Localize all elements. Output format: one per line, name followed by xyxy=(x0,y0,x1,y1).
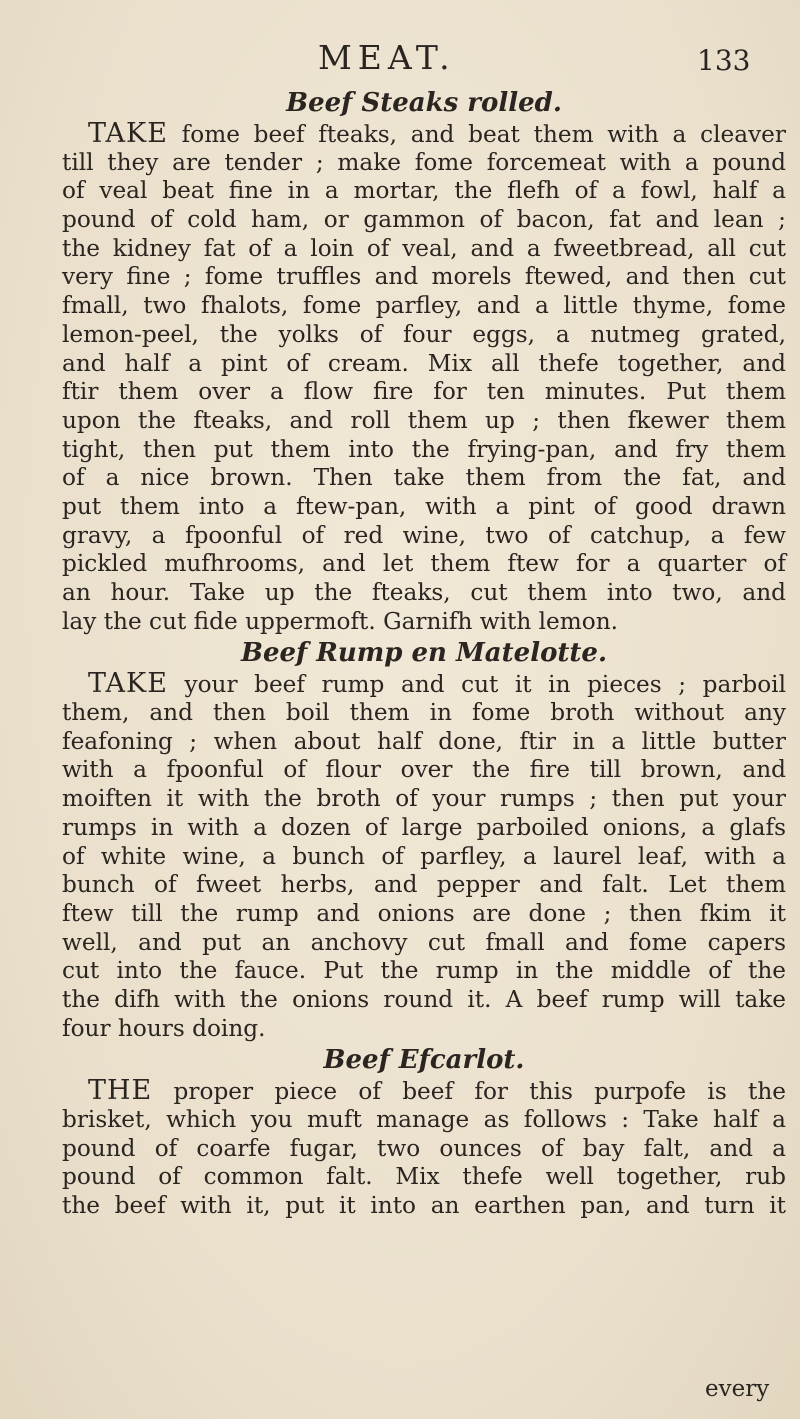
opening-word: THE xyxy=(88,1075,153,1107)
text-line: them, and then boil them in fome broth without any xyxy=(62,699,786,727)
text-line: of white wine, a bunch of parfley, a laurel leaf, with a xyxy=(62,842,786,870)
text-line: lay the cut fide uppermoft. Garnifh with lemon. xyxy=(62,607,619,635)
page-number: 133 xyxy=(697,44,751,77)
opening-word: TAKE xyxy=(88,668,168,700)
catchword: every xyxy=(705,1376,770,1402)
text-line: tight, then put them into the frying-pan, and fry them xyxy=(62,435,786,463)
text-line: pound of common falt. Mix thefe well together, rub xyxy=(62,1163,786,1191)
text-line: feafoning ; when about half done, ftir in a little butter xyxy=(62,727,786,755)
text-line: THE proper piece of beef for this purpofe is the xyxy=(88,1075,786,1107)
recipe-beef-efcarlot xyxy=(62,1043,786,1220)
text-line: gravy, a fpoonful of red wine, two of catchup, a few xyxy=(62,521,786,549)
text-line: bunch of fweet herbs, and pepper and falt. Let them xyxy=(62,871,786,899)
text-line: moiften it with the broth of your rumps ; then put your xyxy=(62,785,786,813)
text-line: put them into a ftew-pan, with a pint of good drawn xyxy=(62,492,786,520)
body-text xyxy=(62,86,786,1221)
text-line: the beef with it, put it into an earthen pan, and turn it xyxy=(62,1192,786,1220)
text-line: ftew till the rump and onions are done ; then fkim it xyxy=(62,899,786,927)
text-line: pound of cold ham, or gammon of bacon, fat and lean ; xyxy=(62,206,786,234)
recipe-beef-steaks-rolled xyxy=(62,86,786,636)
text-line: and half a pint of cream. Mix all thefe together, and xyxy=(62,349,786,377)
text-line: cut into the fauce. Put the rump in the middle of the xyxy=(62,957,786,985)
text-line: TAKE fome beef fteaks, and beat them with a cleaver xyxy=(88,118,786,149)
page-header xyxy=(0,38,800,86)
text-line: four hours doing. xyxy=(62,1014,266,1042)
text-line: upon the fteaks, and roll them up ; then fkewer them xyxy=(62,406,786,434)
text-line: ftir them over a flow fire for ten minutes. Put them xyxy=(62,378,786,406)
text-line: the difh with the onions round it. A beef rump will take xyxy=(62,985,786,1013)
text-line: of a nice brown. Then take them from the fat, and xyxy=(62,464,786,492)
recipe-title: Beef Rump en Matelotte. xyxy=(240,638,608,669)
text-line: TAKE your beef rump and cut it in pieces ; parboil xyxy=(88,668,786,700)
running-head: MEAT. xyxy=(318,38,456,77)
text-line: pickled mufhrooms, and let them ftew for a quarter of xyxy=(62,550,786,578)
opening-word: TAKE xyxy=(88,118,168,149)
text-line: of veal beat fine in a mortar, the flefh of a fowl, half a xyxy=(62,177,786,205)
text-line: fmall, two fhalots, fome parfley, and a little thyme, fome xyxy=(62,292,786,320)
recipe-title: Beef Steaks rolled. xyxy=(286,88,562,118)
recipe-beef-rump-en-matelotte xyxy=(62,636,786,1043)
text-line: lemon-peel, the yolks of four eggs, a nutmeg grated, xyxy=(62,320,786,348)
recipe-title: Beef Efcarlot. xyxy=(323,1045,525,1076)
text-line: with a fpoonful of flour over the fire till brown, and xyxy=(62,756,786,784)
text-line: well, and put an anchovy cut fmall and fome capers xyxy=(62,928,786,956)
text-line: very fine ; fome truffles and morels ftewed, and then cut xyxy=(62,263,786,291)
text-line: brisket, which you muft manage as follows : Take half a xyxy=(62,1106,786,1133)
text-line: the kidney fat of a loin of veal, and a fweetbread, all cut xyxy=(62,234,786,262)
text-line: pound of coarfe fugar, two ounces of bay falt, and a xyxy=(62,1134,786,1162)
text-line: till they are tender ; make fome forcemeat with a pound xyxy=(62,148,786,176)
text-line: an hour. Take up the fteaks, cut them into two, and xyxy=(62,579,786,606)
text-line: rumps in with a dozen of large parboiled onions, a glafs xyxy=(62,813,786,841)
